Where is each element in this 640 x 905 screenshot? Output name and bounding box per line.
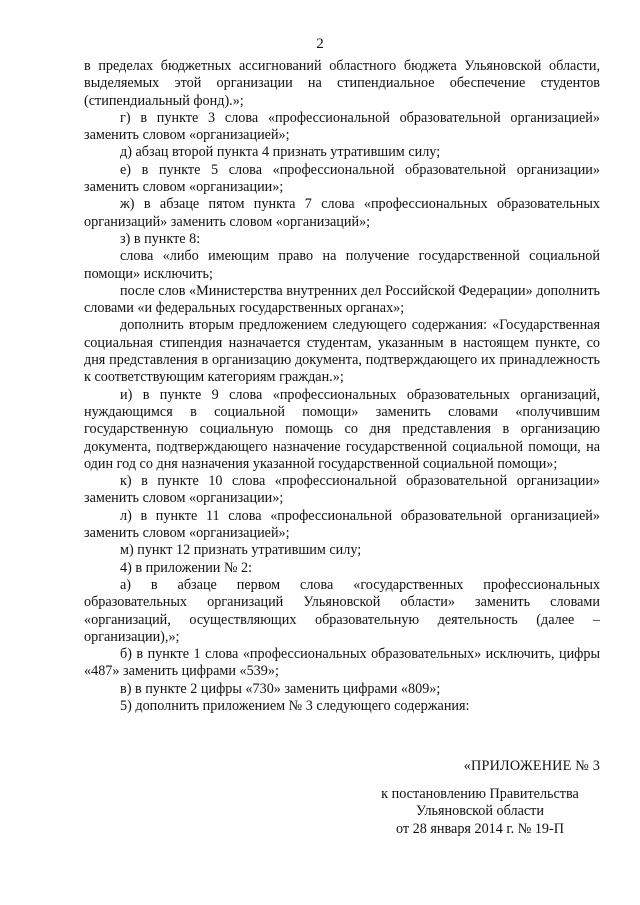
appendix-reference [360, 786, 600, 838]
paragraph: после слов «Министерства внутренних дел Российской Федерации» дополнить словами «и федеральных государственных органах»; [84, 282, 600, 317]
paragraph: дополнить вторым предложением следующего содержания: «Государственная социальная стипендия назначается студентам, указанным в настоящем пункте, со дня представления в организацию документа, подтверждающего их принадлежность к соответствующим категориям граждан.»; [84, 317, 600, 386]
paragraph: 4) в приложении № 2: [120, 559, 253, 576]
paragraph: е) в пункте 5 слова «профессиональной образовательной организации» заменить словом «организации»; [84, 161, 600, 196]
appendix-line-region: Ульяновской области [416, 803, 544, 820]
paragraph: м) пункт 12 признать утратившим силу; [120, 542, 362, 559]
paragraph: ж) в абзаце пятом пункта 7 слова «профессиональных образовательных организаций» заменить словом «организаций»; [84, 196, 600, 230]
paragraph: д) абзац второй пункта 4 признать утратившим силу; [120, 144, 441, 161]
paragraph: 5) дополнить приложением № 3 следующего содержания: [120, 697, 470, 714]
paragraph: в) в пункте 2 цифры «730» заменить цифрами «809»; [120, 680, 441, 697]
paragraph: з) в пункте 8: [120, 230, 201, 247]
paragraph: и) в пункте 9 слова «профессиональных образовательных организаций, нуждающимся в социальной помощи» заменить словами «получившим государственную социальную помощь со дня представления в организацию документа, подтверждающего назначение государственной социальной помощи, на один год со дня назначения указанной государственной социальной помощи»; [84, 386, 600, 472]
paragraph: г) в пункте 3 слова «профессиональной образовательной организацией» заменить словом «организацией»; [84, 109, 600, 144]
paragraph: б) в пункте 1 слова «профессиональных образовательных» исключить, цифры «487» заменить цифрами «539»; [84, 646, 600, 680]
paragraph: а) в абзаце первом слова «государственных профессиональных образовательных организаций Ульяновской области» заменить словами «организаций, осуществляющих образовательную деятельность (далее – организации),»; [84, 576, 600, 645]
appendix-line-resolution: к постановлению Правительства [381, 786, 579, 802]
appendix-title: «ПРИЛОЖЕНИЕ № 3 [463, 758, 600, 774]
page-number: 2 [316, 36, 324, 52]
document-body [84, 58, 600, 715]
paragraph: в пределах бюджетных ассигнований областного бюджета Ульяновской области, выделяемых этой организации на стипендиальное обеспечение студентов (стипендиальный фонд).»; [84, 58, 600, 109]
paragraph: л) в пункте 11 слова «профессиональной образовательной организацией» заменить словом «организацией»; [84, 507, 600, 542]
paragraph: слова «либо имеющим право на получение государственной социальной помощи» исключить; [84, 248, 600, 282]
appendix-line-date: от 28 января 2014 г. № 19-П [396, 820, 564, 837]
paragraph: к) в пункте 10 слова «профессиональной образовательной организации» заменить словом «организации»; [84, 473, 600, 507]
